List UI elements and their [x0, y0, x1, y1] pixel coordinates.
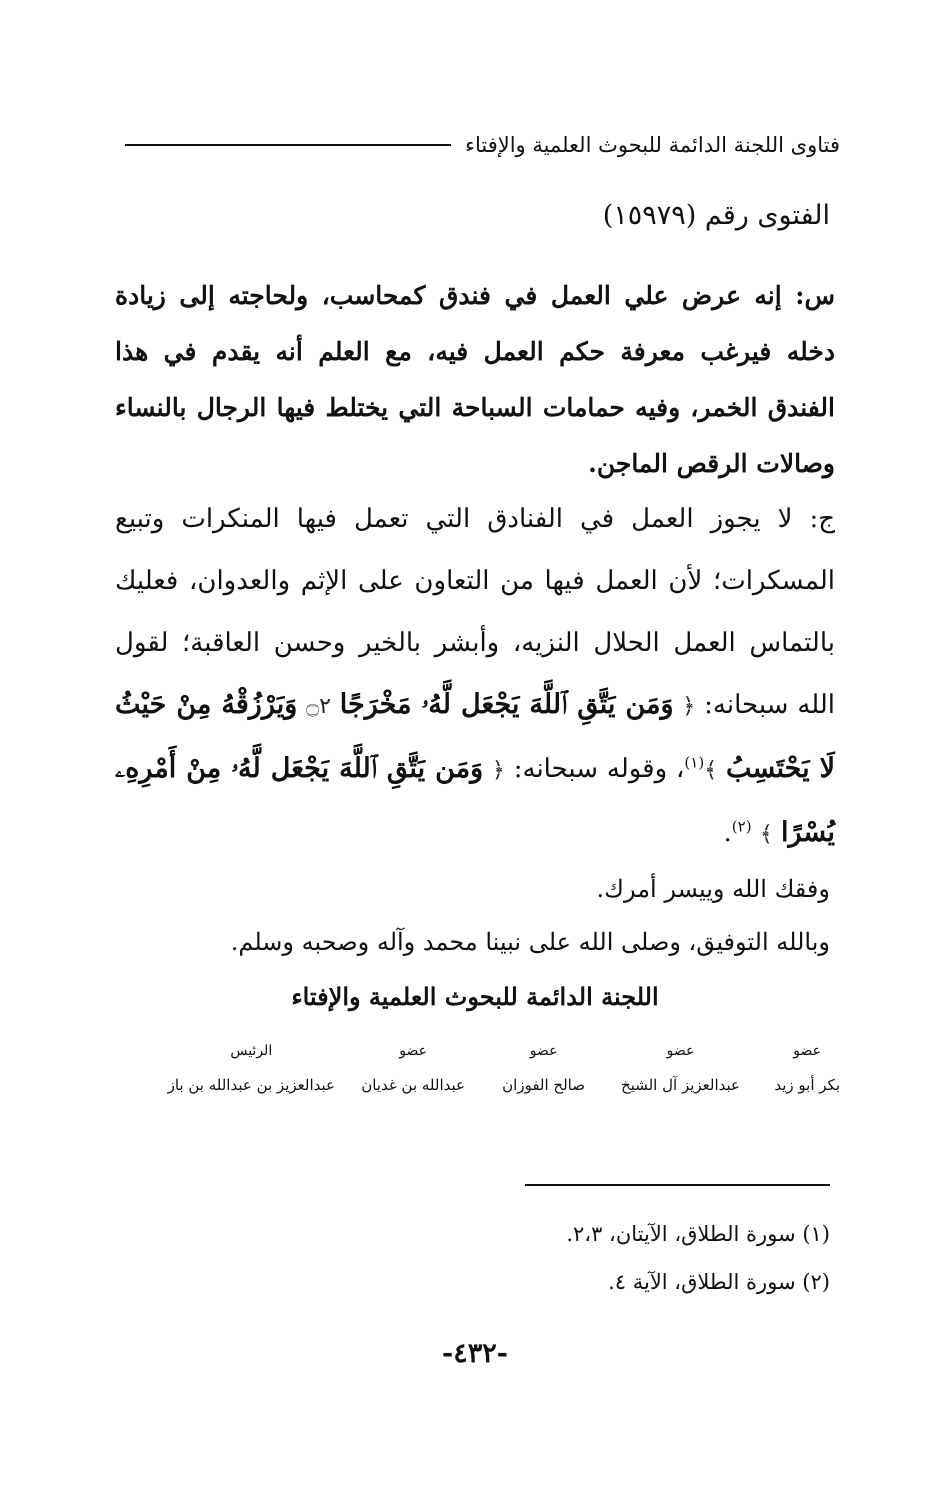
ayah-marker: ۝٢ — [306, 694, 331, 719]
signatory-name: صالح الفوزان — [502, 1076, 585, 1094]
closing-line-1: وفقك الله وييسر أمرك. — [596, 875, 830, 903]
signatory-name: بكر أبو زيد — [774, 1076, 840, 1094]
running-title: فتاوى اللجنة الدائمة للبحوث العلمية والإفتاء — [465, 133, 840, 157]
quran-verse-1a: وَمَن يَتَّقِ ٱللَّهَ يَجْعَل لَّهُۥ مَخْرَجًا — [339, 689, 674, 720]
closing-line-2: وبالله التوفيق، وصلى الله على نبينا محمد وآله وصحبه وسلم. — [230, 928, 830, 956]
signatory-role: عضو — [666, 1043, 695, 1059]
signatory-role: عضو — [793, 1043, 822, 1059]
signatory-role: الرئيس — [230, 1043, 273, 1059]
answer-text-1: ج: لا يجوز العمل في الفنادق التي تعمل فيها المنكرات وتبيع المسكرات؛ لأن العمل فيها من التعاون على الإثم والعدوان، فعليك بالتماس العمل الحلال النزيه، وأبشر بالخير وحسن العاقبة؛ لقول الله سبحانه: — [115, 504, 836, 720]
signatory-4 — [361, 1040, 465, 1100]
signatory-5 — [168, 1040, 335, 1100]
signatory-role: عضو — [399, 1043, 427, 1059]
answer-text-3: . — [723, 818, 732, 848]
footnote-ref-2: (٢) — [731, 817, 752, 836]
signatory-name: عبدالعزيز آل الشيخ — [621, 1076, 740, 1094]
quran-bracket-open-2: ﴿ — [492, 758, 505, 783]
quran-bracket-open: ﴿ — [682, 694, 696, 719]
fatwa-number: الفتوى رقم (١٥٩٧٩) — [602, 200, 830, 231]
signatory-3 — [502, 1040, 585, 1100]
quran-verse-1b: وَيَرْزُقْهُ مِنْ حَيْثُ لَا يَحْتَسِبُ — [115, 689, 836, 784]
signatory-name: عبدالله بن غديان — [361, 1076, 465, 1094]
quran-bracket-close-2: ﴾ — [759, 822, 773, 847]
running-header — [125, 125, 840, 165]
footnote-1: (١) سورة الطلاق، الآيتان، ٢،٣. — [566, 1222, 830, 1246]
page-number: -٤٣٢- — [442, 1338, 508, 1369]
signatories — [125, 1040, 840, 1110]
committee-title: اللجنة الدائمة للبحوث العلمية والإفتاء — [291, 982, 659, 1011]
answer-text-2: ، وقوله سبحانه: — [513, 754, 685, 784]
signatory-1 — [774, 1040, 840, 1100]
quran-verse-2: وَمَن يَتَّقِ ٱللَّهَ يَجْعَل لَّهُۥ مِنْ أَمْرِهِۦ يُسْرًا — [115, 753, 835, 848]
signatory-role: عضو — [529, 1043, 558, 1059]
footnote-divider — [525, 1184, 830, 1186]
question-paragraph: س: إنه عرض علي العمل في فندق كمحاسب، ولحاجته إلى زيادة دخله فيرغب معرفة حكم العمل فيه، مع العلم أنه يقدم في هذا الفندق الخمر، وفيه حمامات السباحة التي يختلط فيها الرجال بالنساء وصالات الرقص الماجن. — [115, 281, 835, 478]
header-rule — [125, 144, 451, 146]
quran-bracket-close: ﴾ — [704, 758, 718, 783]
answer-paragraph — [115, 488, 835, 866]
footnote-2: (٢) سورة الطلاق، الآية ٤. — [608, 1270, 830, 1294]
signatory-2 — [621, 1040, 740, 1100]
signatory-name: عبدالعزيز بن عبدالله بن باز — [167, 1076, 335, 1094]
footnotes — [566, 1210, 830, 1306]
footnote-ref-1: (١) — [684, 753, 705, 772]
